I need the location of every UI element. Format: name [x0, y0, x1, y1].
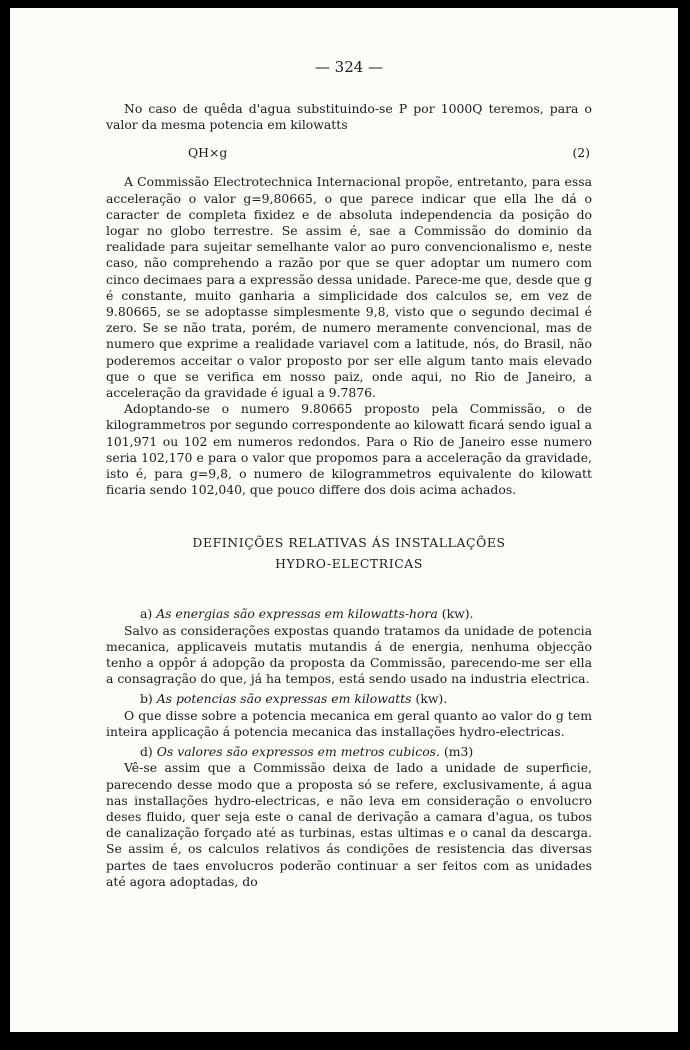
item-d-unit: (m3)	[443, 744, 474, 760]
formula: QH×g	[188, 145, 228, 161]
document-page	[10, 8, 678, 1032]
item-b-heading	[106, 691, 592, 707]
item-a-heading	[106, 606, 592, 622]
item-d-title: Os valores são expressos em metros cubicos.	[156, 744, 440, 760]
section-title	[106, 532, 592, 574]
section-title-line-1: DEFINIÇÕES RELATIVAS ÁS INSTALLAÇÕES	[192, 535, 506, 551]
item-a-title: As energias são expressas em kilowatts-hora	[156, 606, 438, 622]
formula-row	[106, 145, 592, 160]
item-b-title: As potencias são expressas em kilowatts	[156, 691, 412, 707]
item-b-label: b)	[140, 691, 153, 707]
formula-number: (2)	[572, 145, 590, 161]
item-a-label: a)	[140, 606, 153, 622]
intro-paragraph-3: Adoptando-se o numero 9.80665 proposto pela Commissão, o de kilogrammetros por segundo correspondente ao kilowatt ficará sendo igual a 101,971 ou 102 em numeros redondos. Para o Rio de Janeiro esse numero seria 102,170 e para o valor que propomos para a acceleração da gravidade, isto é, para g=9,8, o numero de kilogrammetros equivalente do kilowatt ficaria sendo 102,040, que pouco differe dos dois acima achados.	[106, 401, 592, 498]
item-b-unit: (kw).	[415, 691, 448, 707]
section-title-line-2: HYDRO-ELECTRICAS	[275, 556, 423, 572]
item-d-heading	[106, 744, 592, 760]
intro-paragraph-1: No caso de quêda d'agua substituindo-se P por 1000Q teremos, para o valor da mesma potencia em kilowatts	[106, 101, 592, 133]
intro-paragraph-2: A Commissão Electrotechnica Internacional propõe, entretanto, para essa acceleração o valor g=9,80665, o que parece indicar que ella lhe dá o caracter de completa fixidez e de absoluta independencia da posição do logar no globo terrestre. Se assim é, sae a Commissão do dominio da realidade para sujeitar semelhante valor ao puro convencionalismo e, neste caso, não comprehendo a razão por que se quer adoptar um numero com cinco decimaes para a expressão dessa unidade. Parece-me que, desde que g é constante, muito ganharia a simplicidade dos calculos se, em vez de 9.80665, se se adoptasse simplesmente 9,8, visto que o segundo decimal é zero. Se se não trata, porém, de numero meramente convencional, mas de numero que exprime a realidade variavel com a latitude, nós, do Brasil, não poderemos acceitar o valor proposto por ser elle algum tanto mais elevado que o que se verifica em nosso paiz, onde aqui, no Rio de Janeiro, a acceleração da gravidade é igual a 9.7876.	[106, 174, 592, 401]
item-a-unit: (kw).	[441, 606, 474, 622]
page-content	[106, 50, 592, 890]
item-b-body: O que disse sobre a potencia mecanica em geral quanto ao valor do g tem inteira applicação á potencia mecanica das installações hydro-electricas.	[106, 707, 592, 739]
item-a-body: Salvo as considerações expostas quando tratamos da unidade de potencia mecanica, applicaveis mutatis mutandis á de energia, nenhuma objecção tenho a oppôr á adopção da proposta da Commissão, parecendo-me ser ella a consagração do que, já ha tempos, está sendo usado na industria electrica.	[106, 622, 592, 687]
item-d-body: Vê-se assim que a Commissão deixa de lado a unidade de superficie, parecendo desse modo que a proposta só se refere, exclusivamente, á agua nas installações hydro-electricas, e não leva em consideração o envolucro deses fluido, quer seja este o canal de derivação a camara d'agua, os tubos de canalização forçado até as turbinas, estas ultimas e o canal da descarga. Se assim é, os calculos relativos ás condições de resistencia das diversas partes de taes envolucros poderão continuar a ser feitos com as unidades até agora adoptadas, do	[106, 760, 592, 889]
page-number: — 324 —	[314, 58, 384, 76]
item-d-label: d)	[140, 744, 153, 760]
